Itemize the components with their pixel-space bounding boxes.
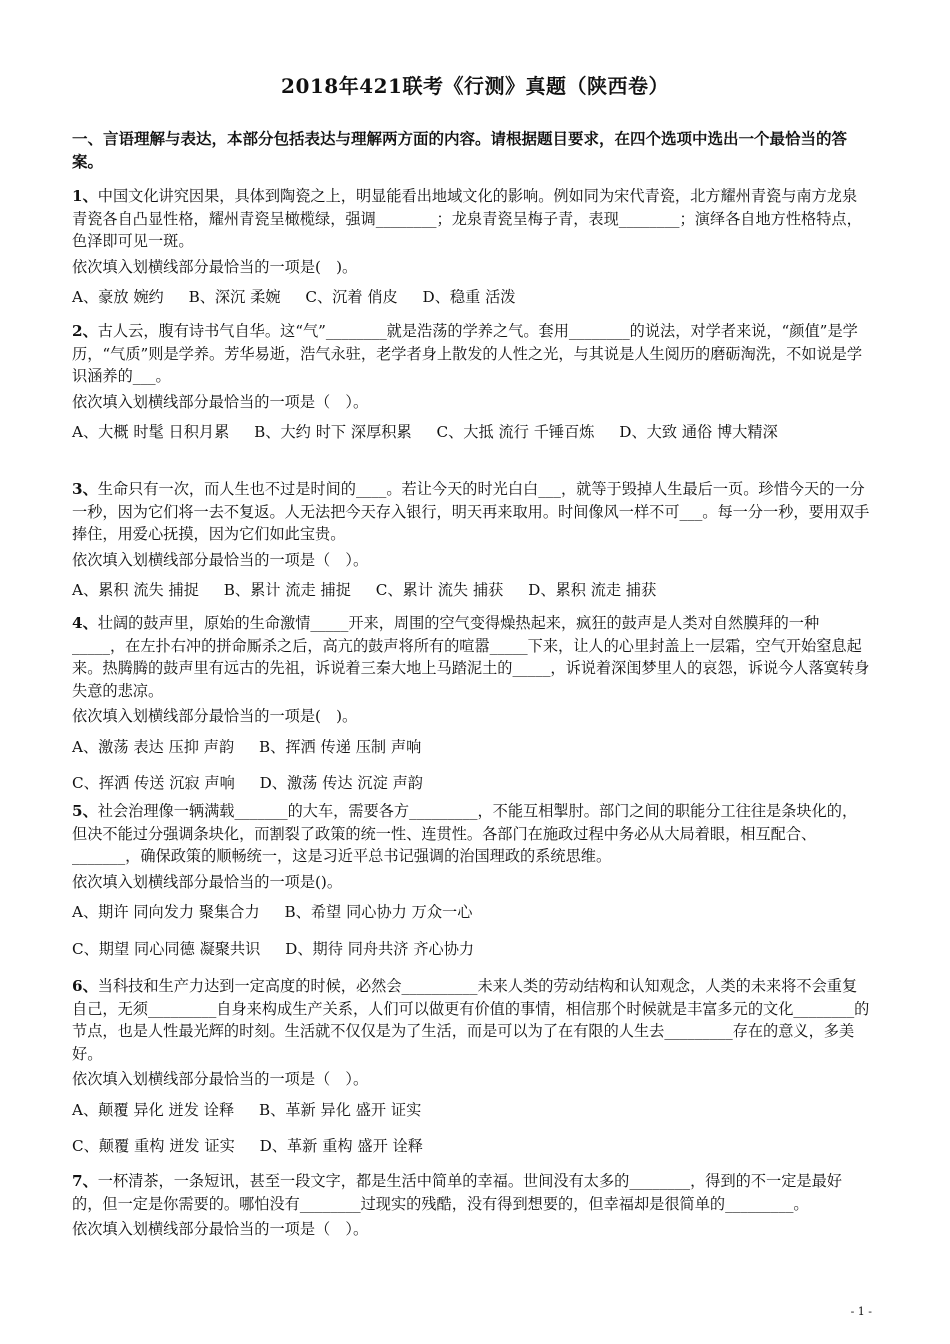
option-a[interactable]: A、期许 同向发力 聚集合力: [72, 903, 260, 921]
option-d[interactable]: D、期待 同舟共济 齐心协力: [285, 939, 475, 958]
option-a[interactable]: A、大概 时髦 日积月累: [72, 423, 230, 441]
question-text: 社会治理像一辆满载_______的大车，需要各方_________，不能互相掣肘。部门之间的职能分工往往是条块化的，但决不能过分强调条块化，而割裂了政策的统一性、连贯性。各部门在施政过程中务必从大局着眼，相互配合、_______，确保政策的顺畅统一，这是习近平总书记强调的治国理政的系统思维。: [72, 802, 858, 865]
question-prompt: 依次填入划横线部分最恰当的一项是（ ）。: [72, 1220, 369, 1238]
question-number: 2、: [72, 322, 98, 340]
option-c[interactable]: C、累计 流失 捕获: [375, 581, 504, 599]
question-5: [72, 800, 872, 960]
options-row: [72, 736, 872, 759]
question-number: 6、: [72, 977, 98, 995]
question-prompt: 依次填入划横线部分最恰当的一项是（ ）。: [72, 392, 369, 411]
question-number: 5、: [72, 802, 98, 820]
page-number: - 1 -: [850, 1305, 872, 1318]
question-prompt: 依次填入划横线部分最恰当的一项是（ ）。: [72, 550, 369, 569]
question-text: 古人云，腹有诗书气自华。这“气”________就是浩荡的学养之气。套用________的说法，对学者来说，“颜值”是学历，“气质”则是学养。芳华易逝，浩气永驻，老学者身上散发的人性之光，与其说是人生阅历的磨砺淘洗，不如说是学识涵养的___。: [72, 322, 863, 385]
question-text: 一杯清茶，一条短讯，甚至一段文字，都是生活中简单的幸福。世间没有太多的________，得到的不一定是最好的，但一定是你需要的。哪怕没有________过现实的残酷，没有得到想要的，但幸福却是很简单的_________。: [72, 1172, 842, 1213]
option-d[interactable]: D、大致 通俗 博大精深: [619, 423, 778, 441]
question-text: 中国文化讲究因果，具体到陶瓷之上，明显能看出地域文化的影响。例如同为宋代青瓷，北方耀州青瓷与南方龙泉青瓷各自凸显性格，耀州青瓷呈橄榄绿，强调________；龙泉青瓷呈梅子青，表现________；演绎各自地方性格特点，色泽即可见一斑。: [72, 187, 862, 250]
question-text: 当科技和生产力达到一定高度的时候，必然会__________未来人类的劳动结构和认知观念，人类的未来将不会重复自己，无须_________自身来构成生产关系，人们可以做更有价值的事情，相信那个时候就是丰富多元的文化________的节点，也是人性最光辉的时刻。生活就不仅仅是为了生活，而是可以为了在有限的人生去_________存在的意义，多美好。: [72, 977, 870, 1063]
option-c[interactable]: C、挥洒 传送 沉寂 声响: [72, 774, 235, 792]
options-row: [72, 1135, 872, 1158]
option-b[interactable]: B、挥洒 传递 压制 声响: [258, 737, 422, 756]
option-a[interactable]: A、豪放 婉约: [72, 288, 164, 306]
options-row: [72, 1099, 872, 1122]
question-number: 7、: [72, 1172, 98, 1190]
options-row: [72, 901, 872, 924]
question-2: [72, 320, 872, 444]
question-prompt: 依次填入划横线部分最恰当的一项是（ ）。: [72, 1070, 369, 1088]
question-1: [72, 185, 872, 309]
section-heading: 一、言语理解与表达，本部分包括表达与理解两方面的内容。请根据题目要求，在四个选项中选出一个最恰当的答案。: [72, 129, 848, 171]
option-b[interactable]: B、累计 流走 捕捉: [223, 581, 351, 599]
options-row: [72, 286, 872, 309]
question-prompt: 依次填入划横线部分最恰当的一项是( )。: [72, 707, 358, 725]
question-text: 生命只有一次，而人生也不过是时间的____。若让今天的时光白白___，就等于毁掉人生最后一页。珍惜今天的一分一秒，因为它们将一去不复返。人无法把今天存入银行，明天再来取用。时间像风一样不可___。每一分一秒，要用双手捧住，用爱心抚摸，因为它们如此宝贵。: [72, 480, 870, 543]
option-d[interactable]: D、累积 流走 捕获: [528, 581, 657, 599]
question-number: 3、: [72, 480, 98, 498]
options-row: [72, 579, 872, 602]
option-a[interactable]: A、激荡 表达 压抑 声韵: [72, 737, 235, 756]
option-d[interactable]: D、激荡 传达 沉淀 声韵: [259, 774, 423, 792]
question-4: [72, 612, 872, 795]
document-title: 2018年421联考《行测》真题（陕西卷）: [281, 74, 669, 98]
option-d[interactable]: D、革新 重构 盛开 诠释: [259, 1137, 423, 1155]
options-row: [72, 938, 872, 961]
option-a[interactable]: A、累积 流失 捕捉: [72, 581, 199, 599]
option-b[interactable]: B、革新 异化 盛开 证实: [258, 1100, 422, 1119]
question-3: [72, 478, 872, 602]
options-row: [72, 772, 872, 795]
question-number: 1、: [72, 187, 98, 205]
question-6: [72, 975, 872, 1158]
option-c[interactable]: C、颠覆 重构 迸发 证实: [72, 1137, 235, 1155]
question-7: [72, 1170, 872, 1241]
option-d[interactable]: D、稳重 活泼: [422, 288, 516, 306]
option-c[interactable]: C、沉着 俏皮: [305, 288, 398, 306]
question-prompt: 依次填入划横线部分最恰当的一项是()。: [72, 872, 343, 891]
option-a[interactable]: A、颠覆 异化 迸发 诠释: [72, 1100, 235, 1119]
option-c[interactable]: C、期望 同心同德 凝聚共识: [72, 939, 261, 958]
option-b[interactable]: B、大约 时下 深厚积累: [254, 423, 412, 441]
option-c[interactable]: C、大抵 流行 千锤百炼: [436, 423, 595, 441]
option-b[interactable]: B、深沉 柔婉: [188, 288, 281, 306]
question-number: 4、: [72, 614, 98, 632]
option-b[interactable]: B、希望 同心协力 万众一心: [284, 903, 473, 921]
options-row: [72, 421, 872, 444]
question-prompt: 依次填入划横线部分最恰当的一项是( )。: [72, 257, 358, 276]
question-text: 壮阔的鼓声里，原始的生命激情_____开来，周围的空气变得燥热起来，疯狂的鼓声是人类对自然膜拜的一种_____，在左扑右冲的拼命厮杀之后，高亢的鼓声将所有的喧嚣_____下来，让人的心里封盖上一层霜，空气开始窒息起来。热腾腾的鼓声里有远古的先祖，诉说着三秦大地上马踏泥土的_____，诉说着深闺梦里人的哀怨，诉说今人落寞转身失意的悲凉。: [72, 614, 870, 700]
